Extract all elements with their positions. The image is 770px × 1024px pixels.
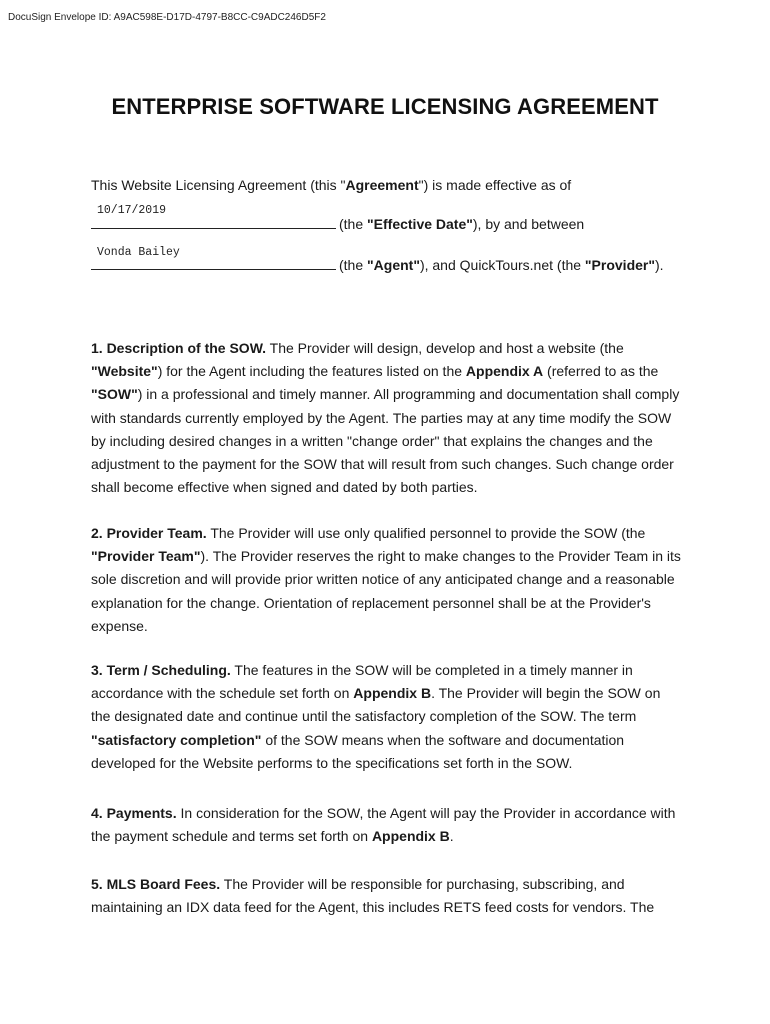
section-heading: 4. Payments. bbox=[91, 805, 177, 821]
section-text: In consideration for the SOW, the Agent will pay the Provider in accordance with the payment schedule and terms set forth on bbox=[91, 805, 676, 845]
section-mls-board-fees bbox=[91, 873, 683, 919]
section-text: ) in a professional and timely manner. All programming and documentation shall comply with standards currently employed by the Agent. The parties may at any time modify the SOW by including desired changes in a written "change order" that explains the changes and the adjustment to the payment for the SOW that will result from such changes. Such change order shall become effective when signed and dated by both parties. bbox=[91, 386, 680, 496]
section-heading: 3. Term / Scheduling. bbox=[91, 662, 231, 678]
section-bold: Appendix B bbox=[371, 828, 450, 845]
agent-name-field[interactable] bbox=[91, 257, 336, 270]
section-term-scheduling bbox=[91, 659, 683, 775]
section-description-of-sow bbox=[91, 337, 683, 499]
section-text: ) for the Agent including the features listed on the bbox=[157, 363, 466, 380]
effective-date-value: 10/17/2019 bbox=[97, 204, 167, 217]
section-heading: 1. Description of the SOW. bbox=[91, 340, 267, 356]
agreement-term: Agreement bbox=[345, 177, 419, 193]
section-text: (referred to as the bbox=[543, 363, 659, 380]
intro-text: ). bbox=[655, 257, 664, 273]
section-text: ). The Provider reserves the right to make changes to the Provider Team in its sole discretion and will provide prior written notice of any anticipated change and a reasonable explanation for the change. Orientation of replacement personnel shall be at the Provider's expense. bbox=[91, 548, 681, 634]
provider-term: "Provider" bbox=[584, 257, 655, 273]
effective-date-term: "Effective Date" bbox=[367, 216, 473, 232]
section-text: The Provider will be responsible for purchasing, subscribing, and maintaining an IDX data feed for the Agent, this includes RETS feed costs for vendors. The bbox=[91, 876, 655, 916]
intro-line-2 bbox=[91, 216, 584, 232]
intro-text: (the bbox=[339, 216, 368, 232]
section-text: The features in the SOW will be completed in a timely manner in accordance with the schedule set forth on bbox=[91, 662, 633, 702]
section-heading: 2. Provider Team. bbox=[91, 525, 207, 541]
intro-text: (the bbox=[339, 257, 368, 273]
effective-date-field[interactable] bbox=[91, 216, 336, 229]
section-text: The Provider will design, develop and host a website (the bbox=[266, 340, 624, 356]
agent-name-value: Vonda Bailey bbox=[97, 246, 180, 259]
intro-line-3 bbox=[91, 257, 664, 273]
document-title: ENTERPRISE SOFTWARE LICENSING AGREEMENT bbox=[111, 94, 659, 119]
section-bold: "satisfactory completion" bbox=[91, 731, 262, 748]
intro-line-1 bbox=[91, 177, 571, 193]
section-text: . The Provider will begin the SOW on the designated date and continue until the satisfactory completion of the SOW. The term bbox=[91, 685, 661, 725]
section-payments bbox=[91, 802, 683, 848]
section-text: of the SOW means when the software and documentation developed for the Website performs to the specifications set forth in the SOW. bbox=[91, 731, 625, 771]
intro-text: ), by and between bbox=[472, 216, 585, 232]
section-bold: "Website" bbox=[91, 363, 158, 380]
section-bold: Appendix A bbox=[465, 363, 544, 380]
intro-text: ") is made effective as of bbox=[418, 177, 572, 193]
section-text: . bbox=[449, 828, 454, 845]
intro-text: ), and QuickTours.net (the bbox=[419, 257, 585, 273]
envelope-id: DocuSign Envelope ID: A9AC598E-D17D-4797-B8CC-C9ADC246D5F2 bbox=[8, 12, 326, 23]
agent-term: "Agent" bbox=[367, 257, 420, 273]
section-provider-team bbox=[91, 522, 683, 638]
intro-text: This Website Licensing Agreement (this " bbox=[91, 177, 346, 193]
section-bold: "Provider Team" bbox=[91, 548, 201, 565]
section-bold: Appendix B bbox=[353, 685, 432, 702]
section-bold: "SOW" bbox=[91, 386, 138, 403]
section-heading: 5. MLS Board Fees. bbox=[91, 876, 221, 892]
section-text: The Provider will use only qualified personnel to provide the SOW (the bbox=[206, 525, 646, 541]
